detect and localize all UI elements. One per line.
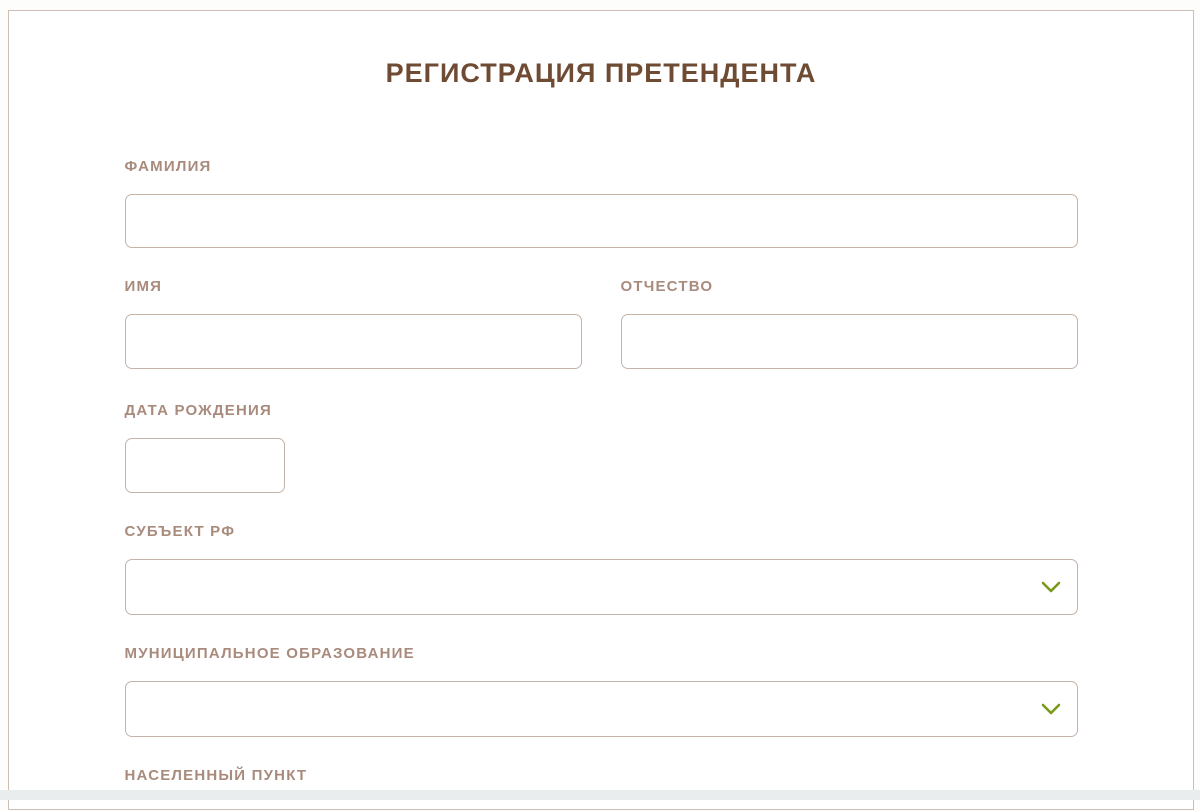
firstname-field[interactable] [125,314,582,369]
patronymic-label: ОТЧЕСТВО [621,278,1078,295]
birthdate-field[interactable] [125,438,285,493]
chevron-down-icon [1041,581,1061,593]
field-group-patronymic [621,278,1078,369]
municipality-label: МУНИЦИПАЛЬНОЕ ОБРАЗОВАНИЕ [125,645,1078,662]
firstname-label: ИМЯ [125,278,582,295]
field-group-municipality [125,645,1078,737]
bottom-strip [0,790,1200,800]
registration-form [125,158,1078,784]
municipality-select[interactable] [125,681,1078,737]
page-title: РЕГИСТРАЦИЯ ПРЕТЕНДЕНТА [9,11,1193,89]
name-row [125,278,1078,369]
field-group-lastname [125,158,1078,248]
region-label: СУБЪЕКТ РФ [125,523,1078,540]
field-group-birthdate [125,402,1078,493]
field-group-region [125,523,1078,615]
lastname-label: ФАМИЛИЯ [125,158,1078,175]
field-group-firstname [125,278,582,369]
birthdate-label: ДАТА РОЖДЕНИЯ [125,402,1078,419]
settlement-label: НАСЕЛЕННЫЙ ПУНКТ [125,767,1078,784]
lastname-field[interactable] [125,194,1078,248]
region-select[interactable] [125,559,1078,615]
chevron-down-icon [1041,703,1061,715]
registration-card [8,10,1194,810]
patronymic-field[interactable] [621,314,1078,369]
field-group-settlement [125,767,1078,784]
